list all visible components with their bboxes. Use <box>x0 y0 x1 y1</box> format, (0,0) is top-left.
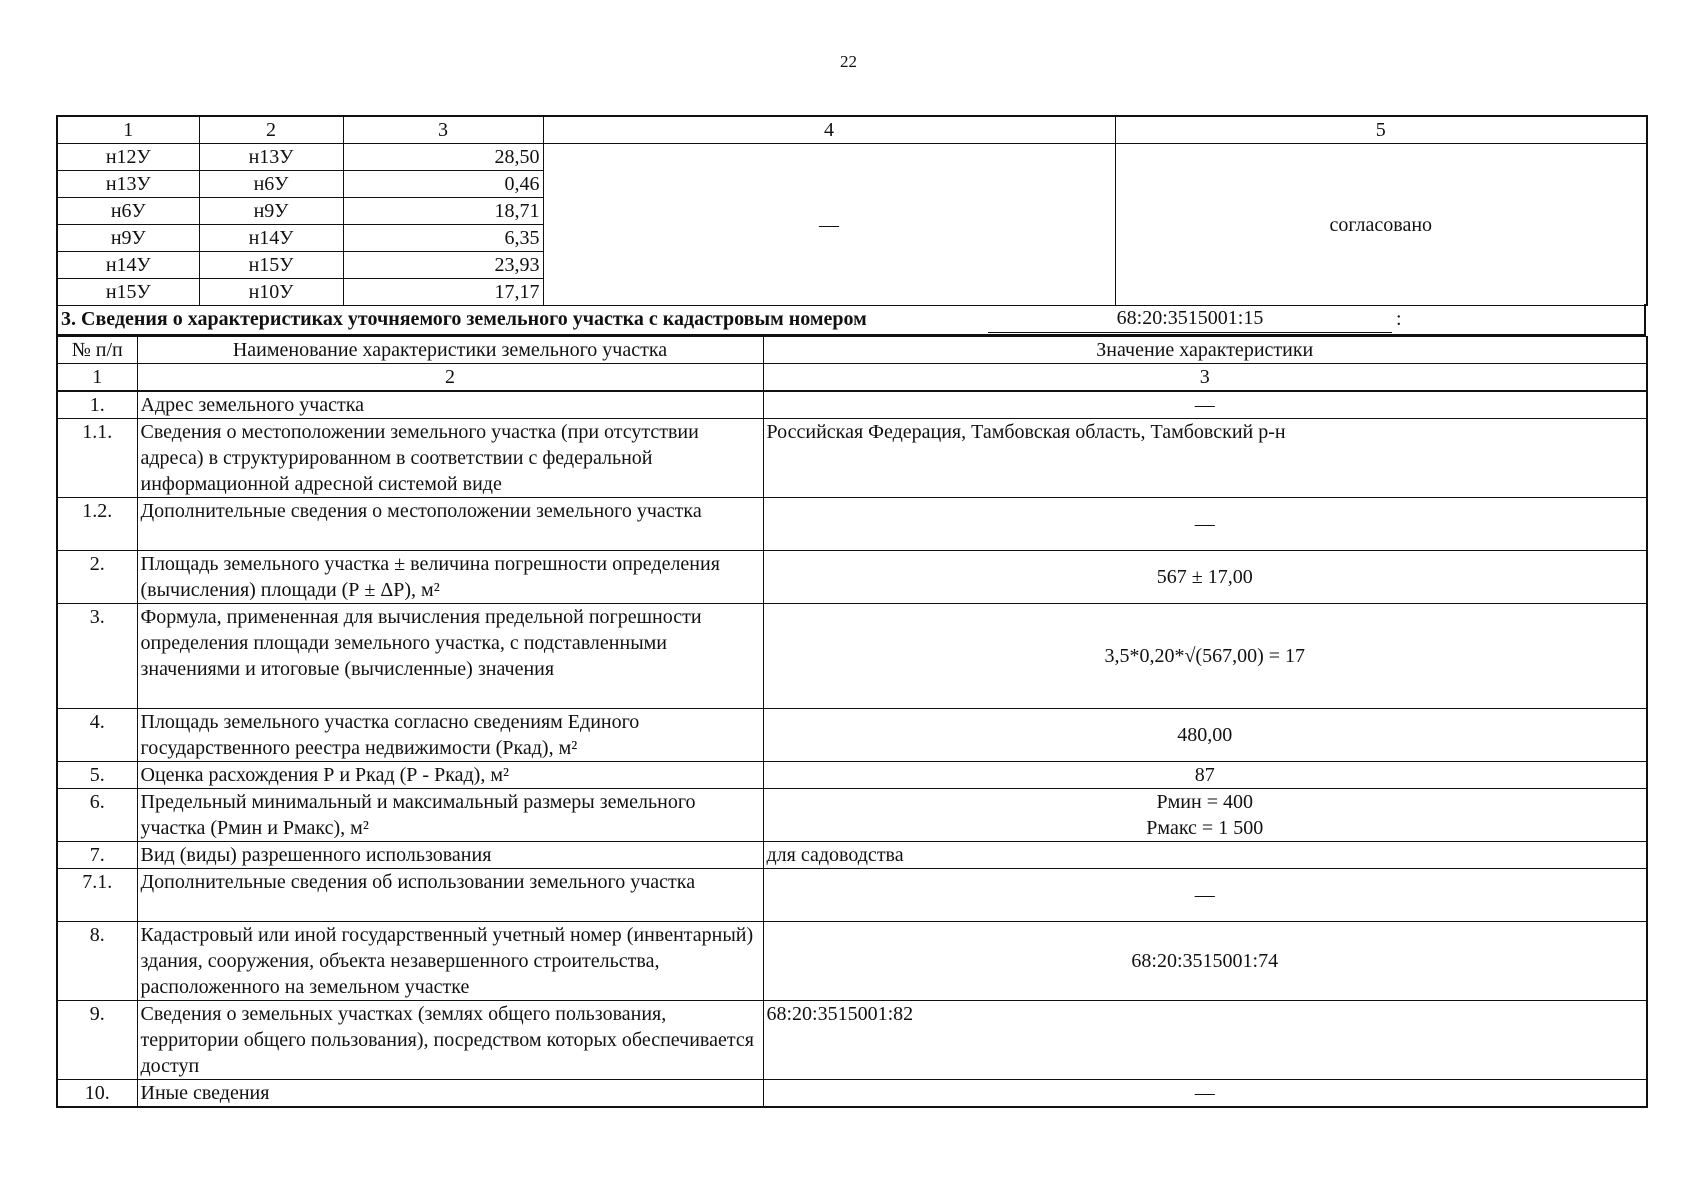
row-value: — <box>763 498 1647 551</box>
colnum-2: 2 <box>137 364 763 392</box>
row-name: Адрес земельного участка <box>137 391 763 419</box>
boundary-header-row <box>57 116 1647 144</box>
segment-length: 28,50 <box>343 144 543 171</box>
row-number: 6. <box>57 789 137 842</box>
row-number: 7.1. <box>57 869 137 922</box>
row-number: 5. <box>57 762 137 789</box>
characteristics-table <box>56 336 1648 1108</box>
point-from: н9У <box>57 225 199 252</box>
row-name: Сведения о земельных участках (землях общего пользования, территории общего пользования), посредством которых обеспечивается доступ <box>137 1001 763 1080</box>
boundary-header-3: 3 <box>343 116 543 144</box>
row-name: Иные сведения <box>137 1080 763 1108</box>
segment-length: 0,46 <box>343 171 543 198</box>
point-to: н9У <box>199 198 343 225</box>
segment-length: 6,35 <box>343 225 543 252</box>
table-row <box>57 1080 1647 1108</box>
segment-length: 23,93 <box>343 252 543 279</box>
section-cadastral-number: 68:20:3515001:15 <box>988 304 1392 333</box>
row-name: Сведения о местоположении земельного участка (при отсутствии адреса) в структурированном в соответствии с федеральной информационной адресной системой виде <box>137 419 763 498</box>
table-row <box>57 604 1647 709</box>
point-to: н6У <box>199 171 343 198</box>
row-name: Дополнительные сведения об использовании земельного участка <box>137 869 763 922</box>
row-name: Предельный минимальный и максимальный размеры земельного участка (Рмин и Рмакс), м² <box>137 789 763 842</box>
boundary-header-5: 5 <box>1115 116 1647 144</box>
point-to: н15У <box>199 252 343 279</box>
table-row <box>57 498 1647 551</box>
boundary-header-2: 2 <box>199 116 343 144</box>
row-value-min-max <box>763 789 1647 842</box>
header-number: № п/п <box>57 337 137 364</box>
boundary-table <box>56 115 1648 306</box>
header-value: Значение характеристики <box>763 337 1647 364</box>
table-row <box>57 869 1647 922</box>
page-number: 22 <box>840 52 857 71</box>
row-value: 567 ± 17,00 <box>763 551 1647 604</box>
boundary-header-1: 1 <box>57 116 199 144</box>
table-row <box>57 922 1647 1001</box>
point-to: н13У <box>199 144 343 171</box>
char-colnum-row <box>57 364 1647 392</box>
table-row <box>57 419 1647 498</box>
colnum-1: 1 <box>57 364 137 392</box>
table-row <box>57 762 1647 789</box>
point-from: н6У <box>57 198 199 225</box>
boundary-header-4: 4 <box>543 116 1115 144</box>
segment-length: 18,71 <box>343 198 543 225</box>
row-value: — <box>763 869 1647 922</box>
char-header-row <box>57 337 1647 364</box>
row-value: 87 <box>763 762 1647 789</box>
point-to: н10У <box>199 279 343 306</box>
row-value: Российская Федерация, Тамбовская область, Тамбовский р-н <box>763 419 1647 498</box>
section-heading-row <box>56 304 1646 336</box>
point-from: н14У <box>57 252 199 279</box>
row-name: Оценка расхождения Р и Ркад (Р - Ркад), м² <box>137 762 763 789</box>
boundary-col4-value: — <box>543 144 1115 306</box>
row-number: 10. <box>57 1080 137 1108</box>
row-value-min: Рмин = 400 <box>1156 791 1253 813</box>
row-name: Кадастровый или иной государственный учетный номер (инвентарный) здания, сооружения, объекта незавершенного строительства, расположенного на земельном участке <box>137 922 763 1001</box>
row-name: Вид (виды) разрешенного использования <box>137 842 763 869</box>
point-from: н15У <box>57 279 199 306</box>
table-row <box>57 551 1647 604</box>
row-number: 2. <box>57 551 137 604</box>
row-value: — <box>763 1080 1647 1108</box>
section-title: 3. Сведения о характеристиках уточняемого земельного участка с кадастровым номером <box>61 308 867 330</box>
row-value: — <box>763 391 1647 419</box>
segment-length: 17,17 <box>343 279 543 306</box>
section-colon: : <box>1396 308 1402 330</box>
row-number: 3. <box>57 604 137 709</box>
row-number: 1. <box>57 391 137 419</box>
point-from: н12У <box>57 144 199 171</box>
point-to: н14У <box>199 225 343 252</box>
table-row <box>57 709 1647 762</box>
row-name: Площадь земельного участка ± величина погрешности определения (вычисления) площади (Р ± ΔР), м² <box>137 551 763 604</box>
row-name: Формула, примененная для вычисления предельной погрешности определения площади земельного участка, с подставленными значениями и итоговые (вычисленные) значения <box>137 604 763 709</box>
row-value: для садоводства <box>763 842 1647 869</box>
table-row <box>57 842 1647 869</box>
row-name: Площадь земельного участка согласно сведениям Единого государственного реестра недвижимости (Ркад), м² <box>137 709 763 762</box>
header-name: Наименование характеристики земельного участка <box>137 337 763 364</box>
row-number: 9. <box>57 1001 137 1080</box>
table-row <box>57 1001 1647 1080</box>
row-value: 480,00 <box>763 709 1647 762</box>
row-value-max: Рмакс = 1 500 <box>1146 817 1264 839</box>
row-number: 1.2. <box>57 498 137 551</box>
boundary-col5-value: согласовано <box>1115 144 1647 306</box>
table-row <box>57 789 1647 842</box>
row-number: 4. <box>57 709 137 762</box>
row-number: 7. <box>57 842 137 869</box>
row-number: 8. <box>57 922 137 1001</box>
row-name: Дополнительные сведения о местоположении земельного участка <box>137 498 763 551</box>
row-value: 68:20:3515001:82 <box>763 1001 1647 1080</box>
row-value: 68:20:3515001:74 <box>763 922 1647 1001</box>
point-from: н13У <box>57 171 199 198</box>
table-row <box>57 144 1647 171</box>
row-value: 3,5*0,20*√(567,00) = 17 <box>763 604 1647 709</box>
colnum-3: 3 <box>763 364 1647 392</box>
table-row <box>57 391 1647 419</box>
row-number: 1.1. <box>57 419 137 498</box>
